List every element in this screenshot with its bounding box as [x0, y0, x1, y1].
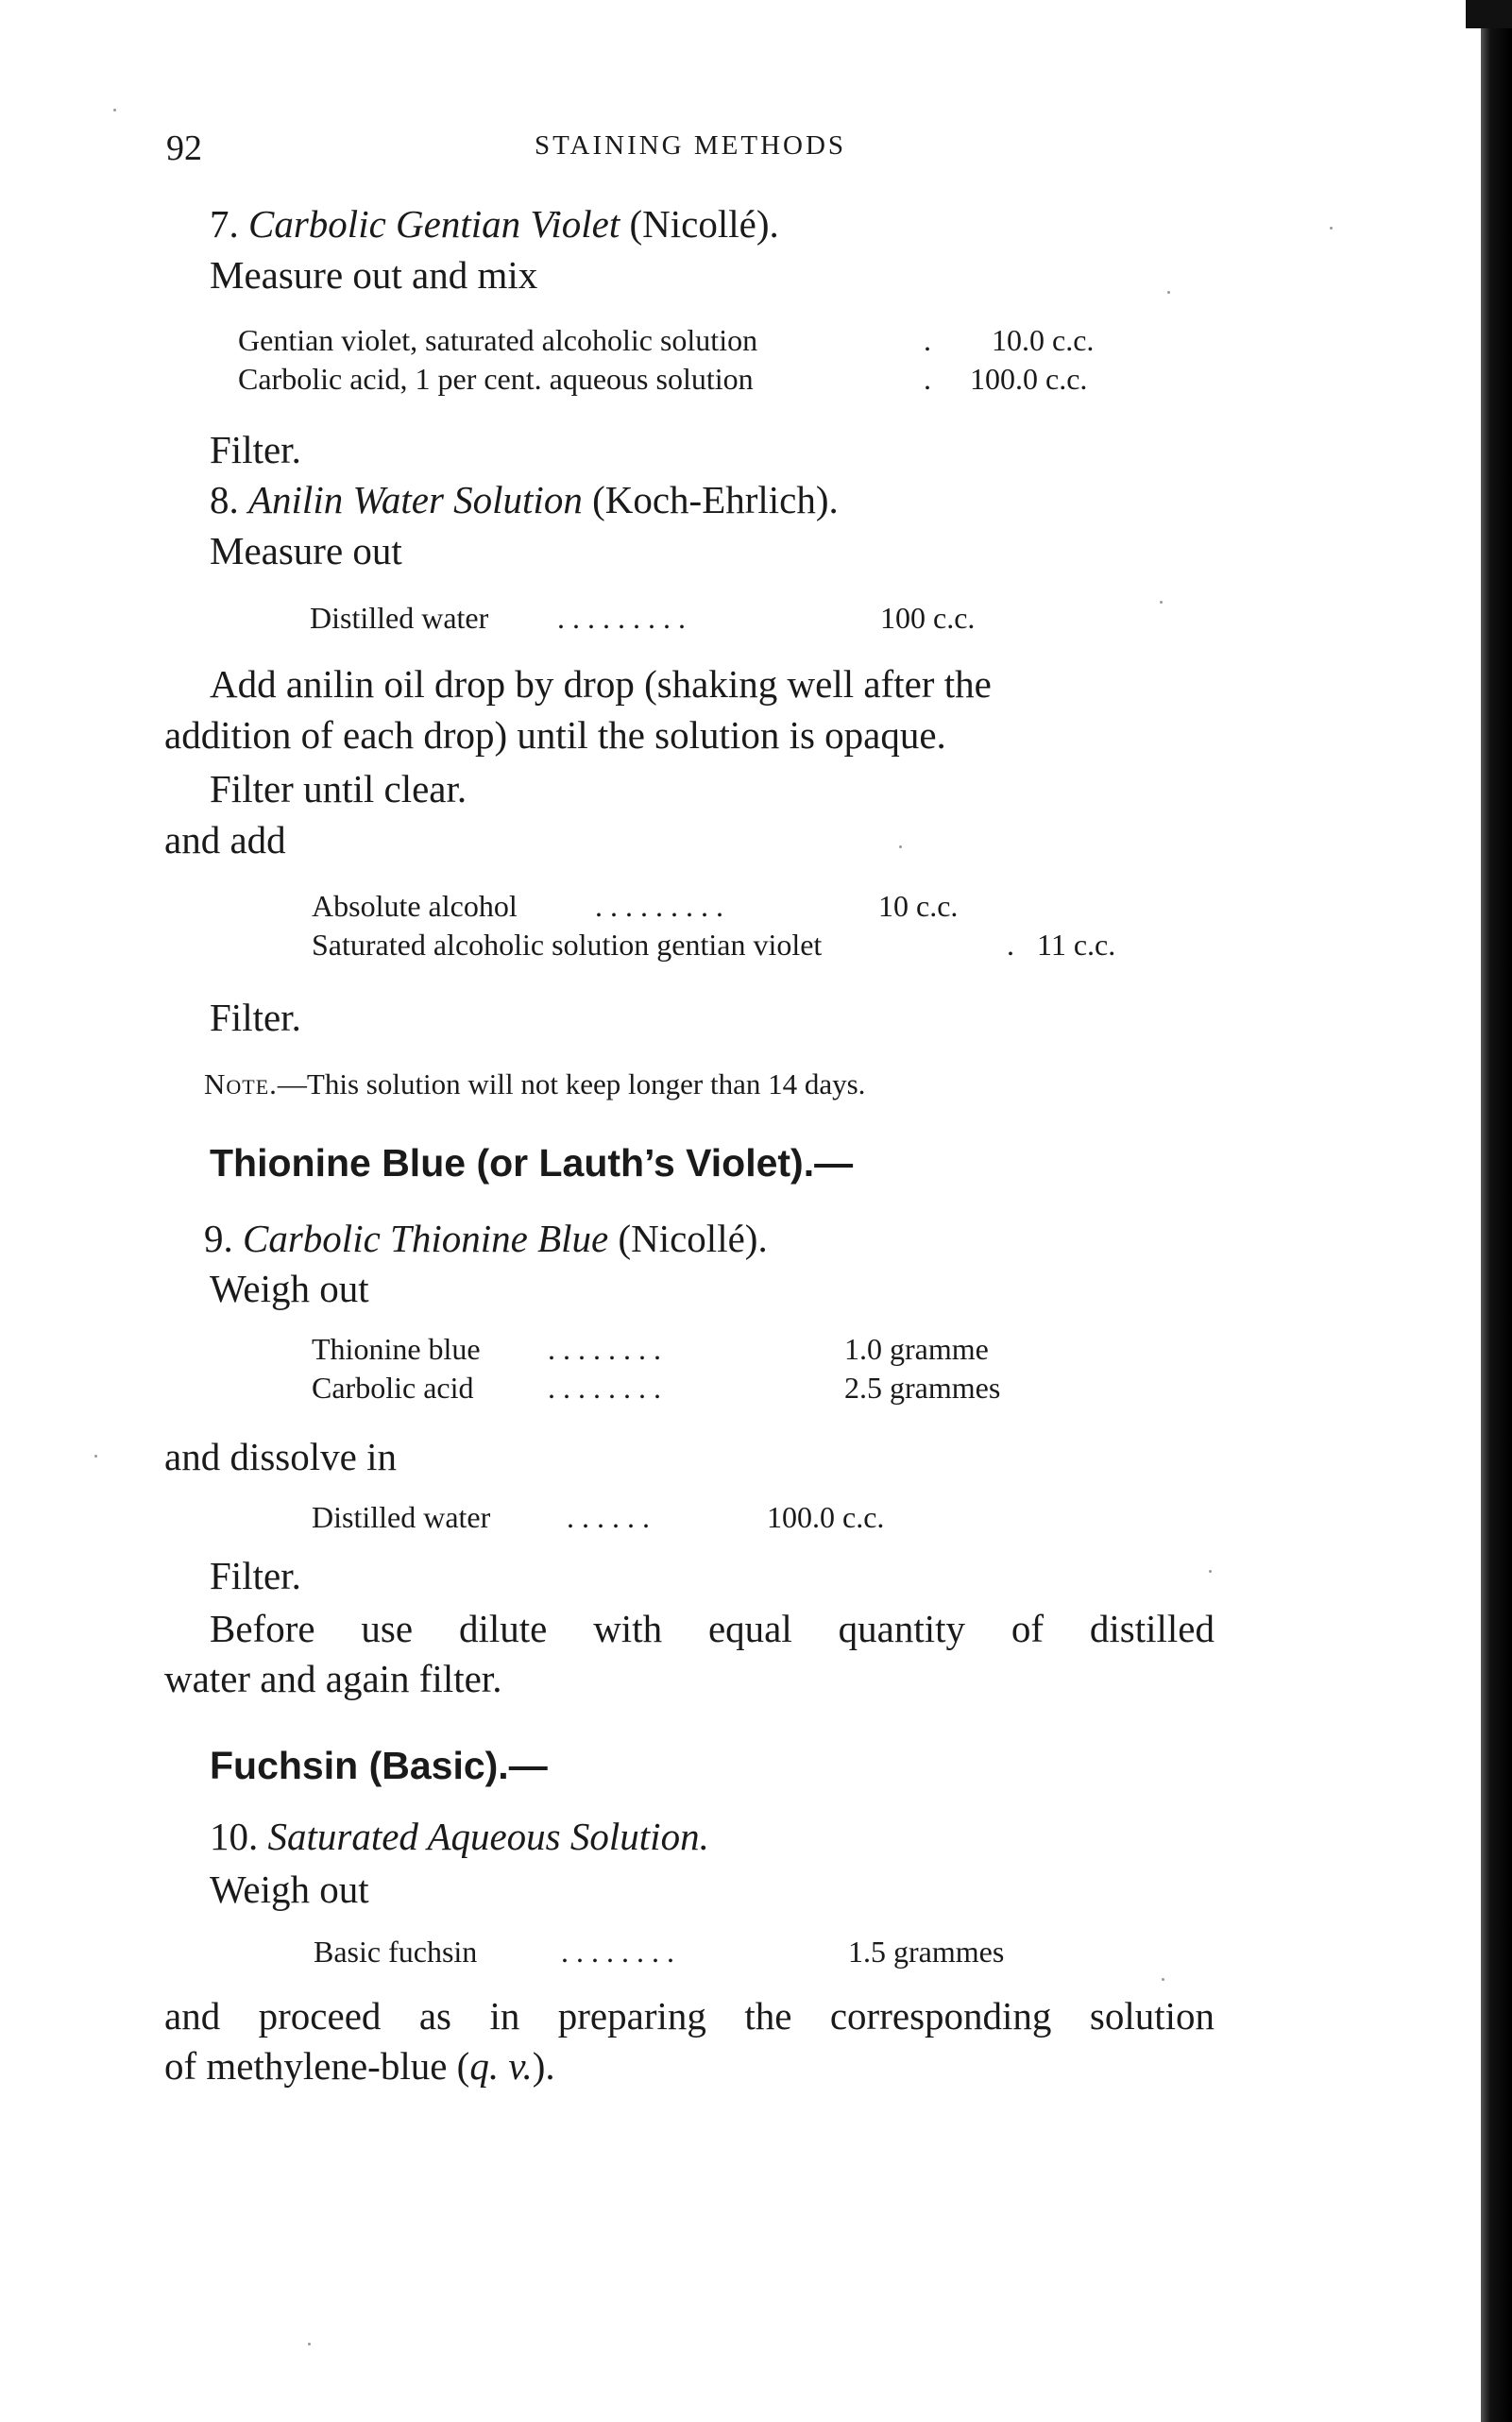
paragraph-line: water and again filter.	[164, 1657, 502, 1700]
paragraph-line: addition of each drop) until the solution is opaque.	[164, 713, 946, 757]
instruction: Measure out	[210, 529, 402, 572]
leader-dots: . . . . . .	[567, 1500, 650, 1534]
heading-main: Fuchsin	[210, 1744, 359, 1787]
ingredient-row	[238, 362, 1135, 397]
scan-speck	[308, 2343, 311, 2345]
leader-dots: . . . . . . . .	[548, 1332, 661, 1366]
instruction: and dissolve in	[164, 1435, 397, 1478]
book-spine-edge	[1481, 0, 1512, 2422]
ingredient-quantity: 1.5 grammes	[848, 1935, 1005, 1969]
recipe-name: Saturated Aqueous Solution.	[267, 1815, 709, 1858]
ingredient-name: Saturated alcoholic solution gentian violet	[312, 928, 823, 962]
instruction: Measure out and mix	[210, 253, 538, 297]
section-heading	[210, 1141, 853, 1185]
ingredient-name: Carbolic acid, 1 per cent. aqueous solution	[238, 362, 754, 396]
leader-dots: .	[924, 362, 931, 396]
ingredient-name: Basic fuchsin	[314, 1935, 478, 1969]
note-label: Note.	[204, 1067, 278, 1100]
instruction: and add	[164, 818, 286, 861]
scan-speck	[113, 109, 116, 111]
instruction: Weigh out	[210, 1868, 369, 1911]
running-title: STAINING METHODS	[535, 130, 847, 161]
ingredient-quantity: 1.0 gramme	[844, 1332, 989, 1366]
ingredient-name: Absolute alcohol	[312, 889, 518, 923]
book-spine-top	[1466, 0, 1512, 28]
scan-speck	[1167, 291, 1170, 294]
note	[204, 1067, 865, 1101]
leader-dots: . . . . . . . .	[548, 1371, 661, 1405]
recipe-name: Anilin Water Solution	[248, 478, 583, 521]
note-text: —This solution will not keep longer than 14 days.	[277, 1067, 866, 1100]
ingredient-row	[312, 1500, 1067, 1535]
leader-dots: .	[1007, 928, 1014, 962]
paragraph-line: Before use dilute with equal quantity of distilled	[210, 1607, 1215, 1650]
paragraph-line: Add anilin oil drop by drop (shaking well after the	[210, 662, 992, 706]
ingredient-name: Thionine blue	[312, 1332, 481, 1366]
ingredient-quantity: 11 c.c.	[1037, 928, 1116, 962]
recipe-9-title	[204, 1216, 768, 1261]
recipe-name: Carbolic Thionine Blue	[243, 1217, 609, 1260]
instruction: Weigh out	[210, 1267, 369, 1310]
filter-step: Filter until clear.	[210, 767, 467, 810]
recipe-8-title	[210, 477, 839, 522]
ingredient-row	[314, 1935, 1164, 1970]
scan-speck	[1209, 1570, 1212, 1573]
ingredient-quantity: 100.0 c.c.	[970, 362, 1088, 396]
ingredient-name: Distilled water	[312, 1500, 491, 1534]
paragraph-line: and proceed as in preparing the corresponding solution	[164, 1994, 1215, 2038]
recipe-number: 9.	[204, 1217, 233, 1260]
ingredient-quantity: 10.0 c.c.	[992, 323, 1095, 357]
recipe-author: (Nicollé).	[629, 202, 779, 246]
ingredient-row	[238, 323, 1135, 358]
ingredient-quantity: 100.0 c.c.	[767, 1500, 885, 1534]
recipe-7-title	[210, 201, 779, 247]
scan-speck	[1160, 601, 1163, 604]
ingredient-row	[312, 889, 1162, 924]
recipe-number: 7.	[210, 202, 239, 246]
heading-paren: (Basic).—	[368, 1744, 548, 1787]
scan-speck	[899, 845, 902, 848]
leader-dots: . . . . . . . . .	[557, 601, 686, 635]
filter-step: Filter.	[210, 428, 301, 471]
section-heading	[210, 1744, 548, 1788]
heading-main: Thionine Blue	[210, 1141, 467, 1185]
page-number: 92	[166, 128, 202, 168]
ingredient-quantity: 10 c.c.	[878, 889, 959, 923]
recipe-name: Carbolic Gentian Violet	[248, 202, 620, 246]
scan-speck	[1162, 1978, 1164, 1981]
ingredient-name: Carbolic acid	[312, 1371, 474, 1405]
filter-step: Filter.	[210, 996, 301, 1039]
leader-dots: . . . . . . . . .	[595, 889, 723, 923]
paragraph-line: of methylene-blue (q. v.).	[164, 2044, 555, 2088]
ingredient-row	[312, 1332, 1162, 1367]
cross-reference: q. v.	[469, 2044, 533, 2088]
ingredient-name: Gentian violet, saturated alcoholic solution	[238, 323, 758, 357]
filter-step: Filter.	[210, 1554, 301, 1597]
ingredient-name: Distilled water	[310, 601, 489, 635]
scan-speck	[94, 1455, 97, 1458]
ingredient-row	[312, 1371, 1162, 1406]
heading-paren: (or Lauth’s Violet).—	[476, 1141, 854, 1185]
scan-speck	[1330, 227, 1333, 230]
recipe-author: (Nicollé).	[618, 1217, 768, 1260]
ingredient-row	[312, 928, 1162, 963]
ingredient-quantity: 2.5 grammes	[844, 1371, 1001, 1405]
leader-dots: . . . . . . . .	[561, 1935, 674, 1969]
recipe-10-title	[210, 1814, 709, 1859]
leader-dots: .	[924, 323, 931, 357]
ingredient-quantity: 100 c.c.	[880, 601, 976, 635]
recipe-number: 8.	[210, 478, 239, 521]
ingredient-row	[310, 601, 1065, 636]
recipe-number: 10.	[210, 1815, 259, 1858]
recipe-author: (Koch-Ehrlich).	[592, 478, 839, 521]
